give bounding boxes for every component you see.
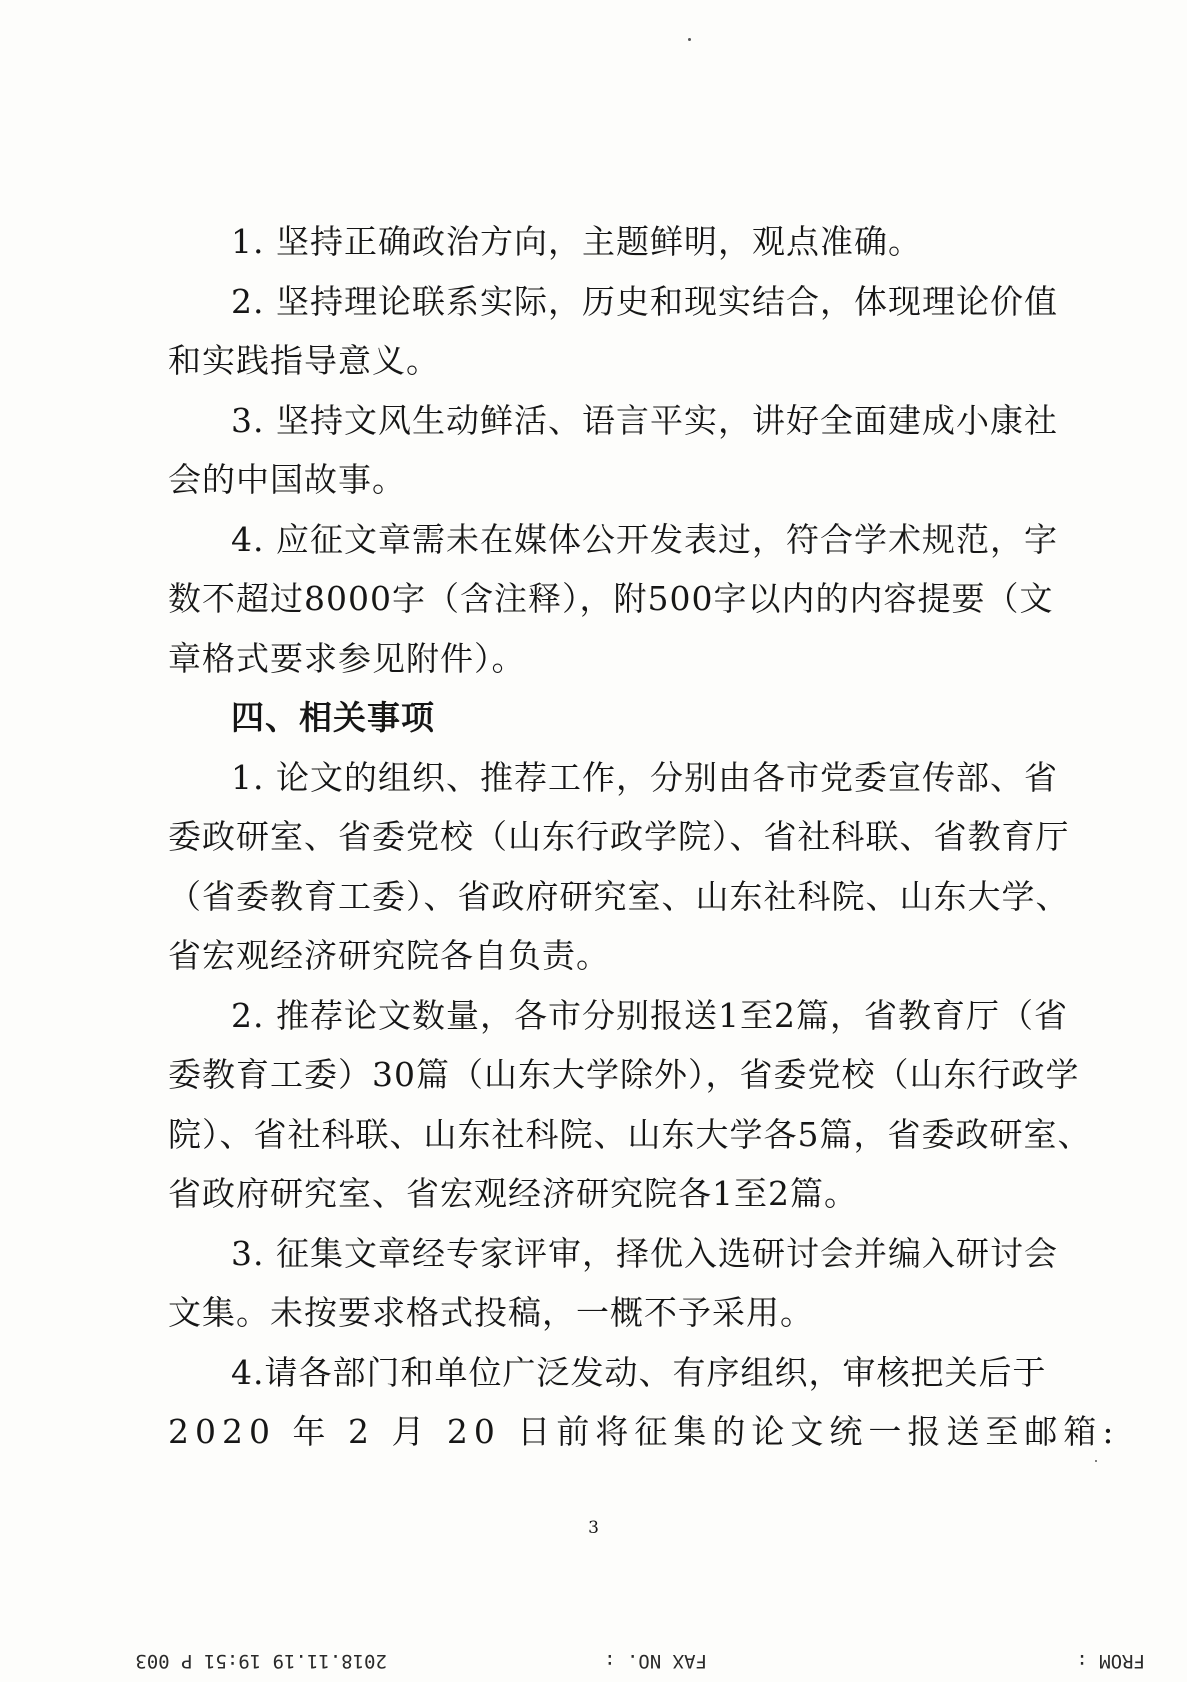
paragraph-line: 院）、省社科联、山东社科院、山东大学各5篇，省委政研室、 <box>168 1114 1092 1154</box>
scan-speck <box>1095 1460 1097 1462</box>
paragraph-line: （省委教育工委）、省政府研究室、山东社科院、山东大学、 <box>168 876 1070 916</box>
paragraph-line: 数不超过8000字（含注释），附500字以内的内容提要（文 <box>168 579 1054 618</box>
page-number: 3 <box>588 1518 599 1538</box>
paragraph-line: 4. 应征文章需未在媒体公开发表过，符合学术规范，字 <box>231 519 1058 559</box>
paragraph-line: 3. 坚持文风生动鲜活、语言平实，讲好全面建成小康社 <box>231 400 1058 440</box>
paragraph-line: 省宏观经济研究院各自负责。 <box>168 936 610 975</box>
paragraph-line: 4.请各部门和单位广泛发动、有序组织，审核把关后于 <box>231 1352 1047 1392</box>
paragraph-line: 2020 年 2 月 20 日前将征集的论文统一报送至邮箱: <box>168 1412 1120 1451</box>
document-body <box>168 212 1120 1462</box>
paragraph-line: 文集。未按要求格式投稿，一概不予采用。 <box>168 1293 814 1332</box>
fax-transmission-header <box>0 1646 1187 1674</box>
scan-speck <box>688 38 691 41</box>
paragraph-line: 委政研室、省委党校（山东行政学院）、省社科联、省教育厅 <box>168 817 1070 856</box>
paragraph-line: 1. 论文的组织、推荐工作，分别由各市党委宣传部、省 <box>231 757 1058 797</box>
fax-number-label: FAX NO. : <box>604 1650 707 1672</box>
paragraph-line: 省政府研究室、省宏观经济研究院各1至2篇。 <box>168 1174 858 1213</box>
paragraph-line: 和实践指导意义。 <box>168 341 440 380</box>
paragraph-line: 1. 坚持正确政治方向，主题鲜明，观点准确。 <box>231 222 922 261</box>
fax-from-label: FROM : <box>1076 1650 1145 1672</box>
paragraph-line: 2. 坚持理论联系实际，历史和现实结合，体现理论价值 <box>231 281 1058 321</box>
fax-timestamp: 2018.11.19 19:51 P 003 <box>135 1650 387 1672</box>
paragraph-line: 会的中国故事。 <box>168 460 406 499</box>
paragraph-line: 3. 征集文章经专家评审，择优入选研讨会并编入研讨会 <box>231 1233 1058 1273</box>
paragraph-line: 2. 推荐论文数量，各市分别报送1至2篇，省教育厅（省 <box>231 995 1068 1035</box>
section-heading: 四、相关事项 <box>231 698 435 737</box>
paragraph-line: 章格式要求参见附件）。 <box>168 638 526 678</box>
paragraph-line: 委教育工委）30篇（山东大学除外），省委党校（山东行政学 <box>168 1055 1080 1094</box>
